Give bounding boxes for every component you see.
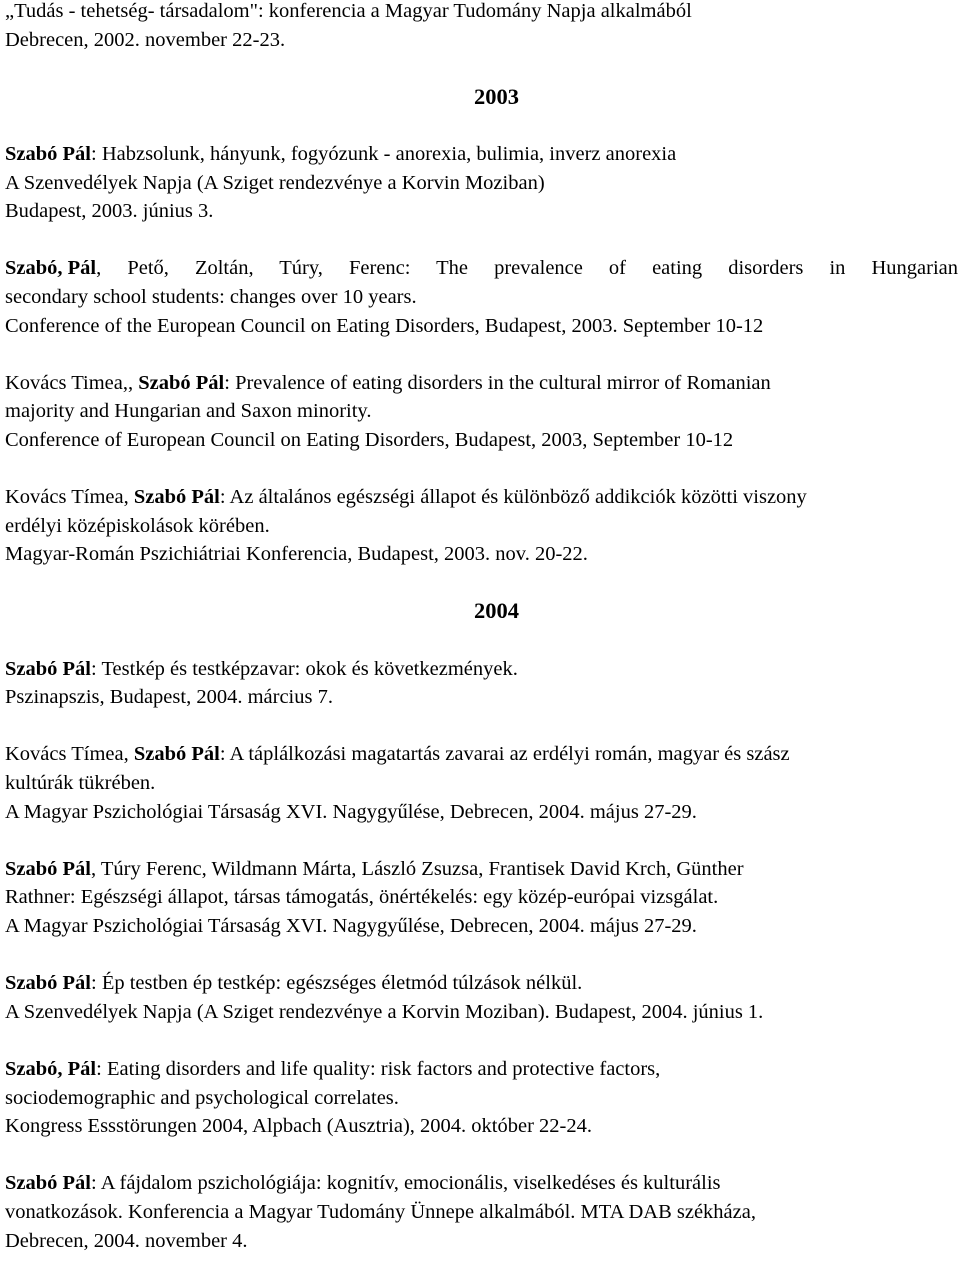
- entry-2004-1: [5, 655, 958, 712]
- entry-title: : Eating disorders and life quality: risk factors and protective factors,: [96, 1057, 661, 1080]
- author-name: Szabó Pál: [133, 486, 220, 509]
- entry-title: : Ép testben ép testkép: egészséges életmód túlzások nélkül.: [91, 972, 583, 995]
- entry-2003-2: [5, 254, 958, 340]
- entry-venue: Magyar-Román Pszichiátriai Konferencia, Budapest, 2003. nov. 20-22.: [5, 543, 588, 566]
- entry-venue: A Magyar Pszichológiai Társaság XVI. Nagygyűlése, Debrecen, 2004. május 27-29.: [5, 915, 697, 937]
- entry-title-cont: kultúrák tükrében.: [5, 772, 156, 795]
- entry-2003-3: [5, 369, 958, 455]
- author-name: Szabó Pál: [5, 857, 91, 880]
- year-heading-2003: 2003: [474, 83, 519, 109]
- author-name: Szabó, Pál: [5, 1057, 97, 1080]
- entry-title-cont: vonatkozások. Konferencia a Magyar Tudomány Ünnepe alkalmából. MTA DAB székháza,: [5, 1200, 756, 1223]
- entry-2004-5: [5, 1055, 958, 1141]
- coauthor-name: Kovács Tímea,: [5, 486, 134, 509]
- publication-list: [5, 0, 958, 1255]
- entry-title: Rathner: Egészségi állapot, társas támogatás, önértékelés: egy közép-európai vizsgálat.: [5, 886, 719, 909]
- coauthor-name: Kovács Timea,,: [5, 371, 139, 394]
- entry-2004-6: [5, 1169, 958, 1255]
- entry-venue: Conference of European Council on Eating Disorders, Budapest, 2003, September 10-12: [5, 428, 734, 451]
- entry-2004-4: [5, 969, 958, 1026]
- entry-venue: Kongress Essstörungen 2004, Alpbach (Ausztria), 2004. október 22-24.: [5, 1115, 593, 1138]
- author-name: Szabó Pál: [138, 371, 225, 394]
- entry-2004-3: [5, 855, 958, 941]
- entry-title-cont: secondary school students: changes over 10 years.: [5, 285, 417, 308]
- entry-venue: Pszinapszis, Budapest, 2004. március 7.: [5, 686, 333, 709]
- entry-title: : Habzsolunk, hányunk, fogyózunk - anorexia, bulimia, inverz anorexia: [91, 142, 677, 165]
- entry-venue: A Szenvedélyek Napja (A Sziget rendezvénye a Korvin Moziban): [5, 171, 545, 194]
- author-name: Szabó Pál: [5, 142, 91, 165]
- entry-title: : Prevalence of eating disorders in the cultural mirror of Romanian: [224, 371, 771, 394]
- entry-venue: A Szenvedélyek Napja (A Sziget rendezvénye a Korvin Moziban). Budapest, 2004. június 1.: [5, 1000, 764, 1023]
- entry-2004-2: [5, 740, 958, 826]
- author-name: Szabó, Pál: [5, 257, 97, 280]
- entry-title: , Pető, Zoltán, Túry, Ferenc: The prevalence of eating disorders in Hungarian: [96, 257, 958, 280]
- year-heading-2004: 2004: [474, 598, 519, 624]
- author-name: Szabó Pál: [5, 1172, 91, 1195]
- coauthors: , Túry Ferenc, Wildmann Márta, László Zsuzsa, Frantisek David Krch, Günther: [91, 857, 744, 880]
- entry-date: Budapest, 2003. június 3.: [5, 200, 214, 223]
- intro-line-2: Debrecen, 2002. november 22-23.: [5, 28, 286, 51]
- entry-venue: Debrecen, 2004. november 4.: [5, 1229, 248, 1252]
- entry-title: : A táplálkozási magatartás zavarai az erdélyi román, magyar és szász: [219, 743, 790, 766]
- entry-title: : Testkép és testképzavar: okok és következmények.: [91, 657, 518, 680]
- coauthor-name: Kovács Tímea,: [5, 743, 134, 766]
- entry-2003-1: [5, 140, 958, 226]
- entry-title-cont: erdélyi középiskolások körében.: [5, 514, 270, 537]
- entry-venue: A Magyar Pszichológiai Társaság XVI. Nagygyűlése, Debrecen, 2004. május 27-29.: [5, 800, 697, 823]
- entry-2003-4: [5, 483, 958, 569]
- author-name: Szabó Pál: [5, 657, 91, 680]
- author-name: Szabó Pál: [5, 972, 91, 995]
- entry-title-cont: sociodemographic and psychological correlates.: [5, 1086, 399, 1109]
- entry-title: : A fájdalom pszichológiája: kognitív, emocionális, viselkedéses és kulturális: [91, 1172, 721, 1195]
- entry-title-cont: majority and Hungarian and Saxon minority.: [5, 400, 372, 423]
- entry-title: : Az általános egészségi állapot és különböző addikciók közötti viszony: [219, 486, 807, 509]
- author-name: Szabó Pál: [133, 743, 220, 766]
- intro-line-1: „Tudás - tehetség- társadalom": konferencia a Magyar Tudomány Napja alkalmából: [5, 0, 692, 22]
- entry-venue: Conference of the European Council on Eating Disorders, Budapest, 2003. September 10-12: [5, 314, 764, 337]
